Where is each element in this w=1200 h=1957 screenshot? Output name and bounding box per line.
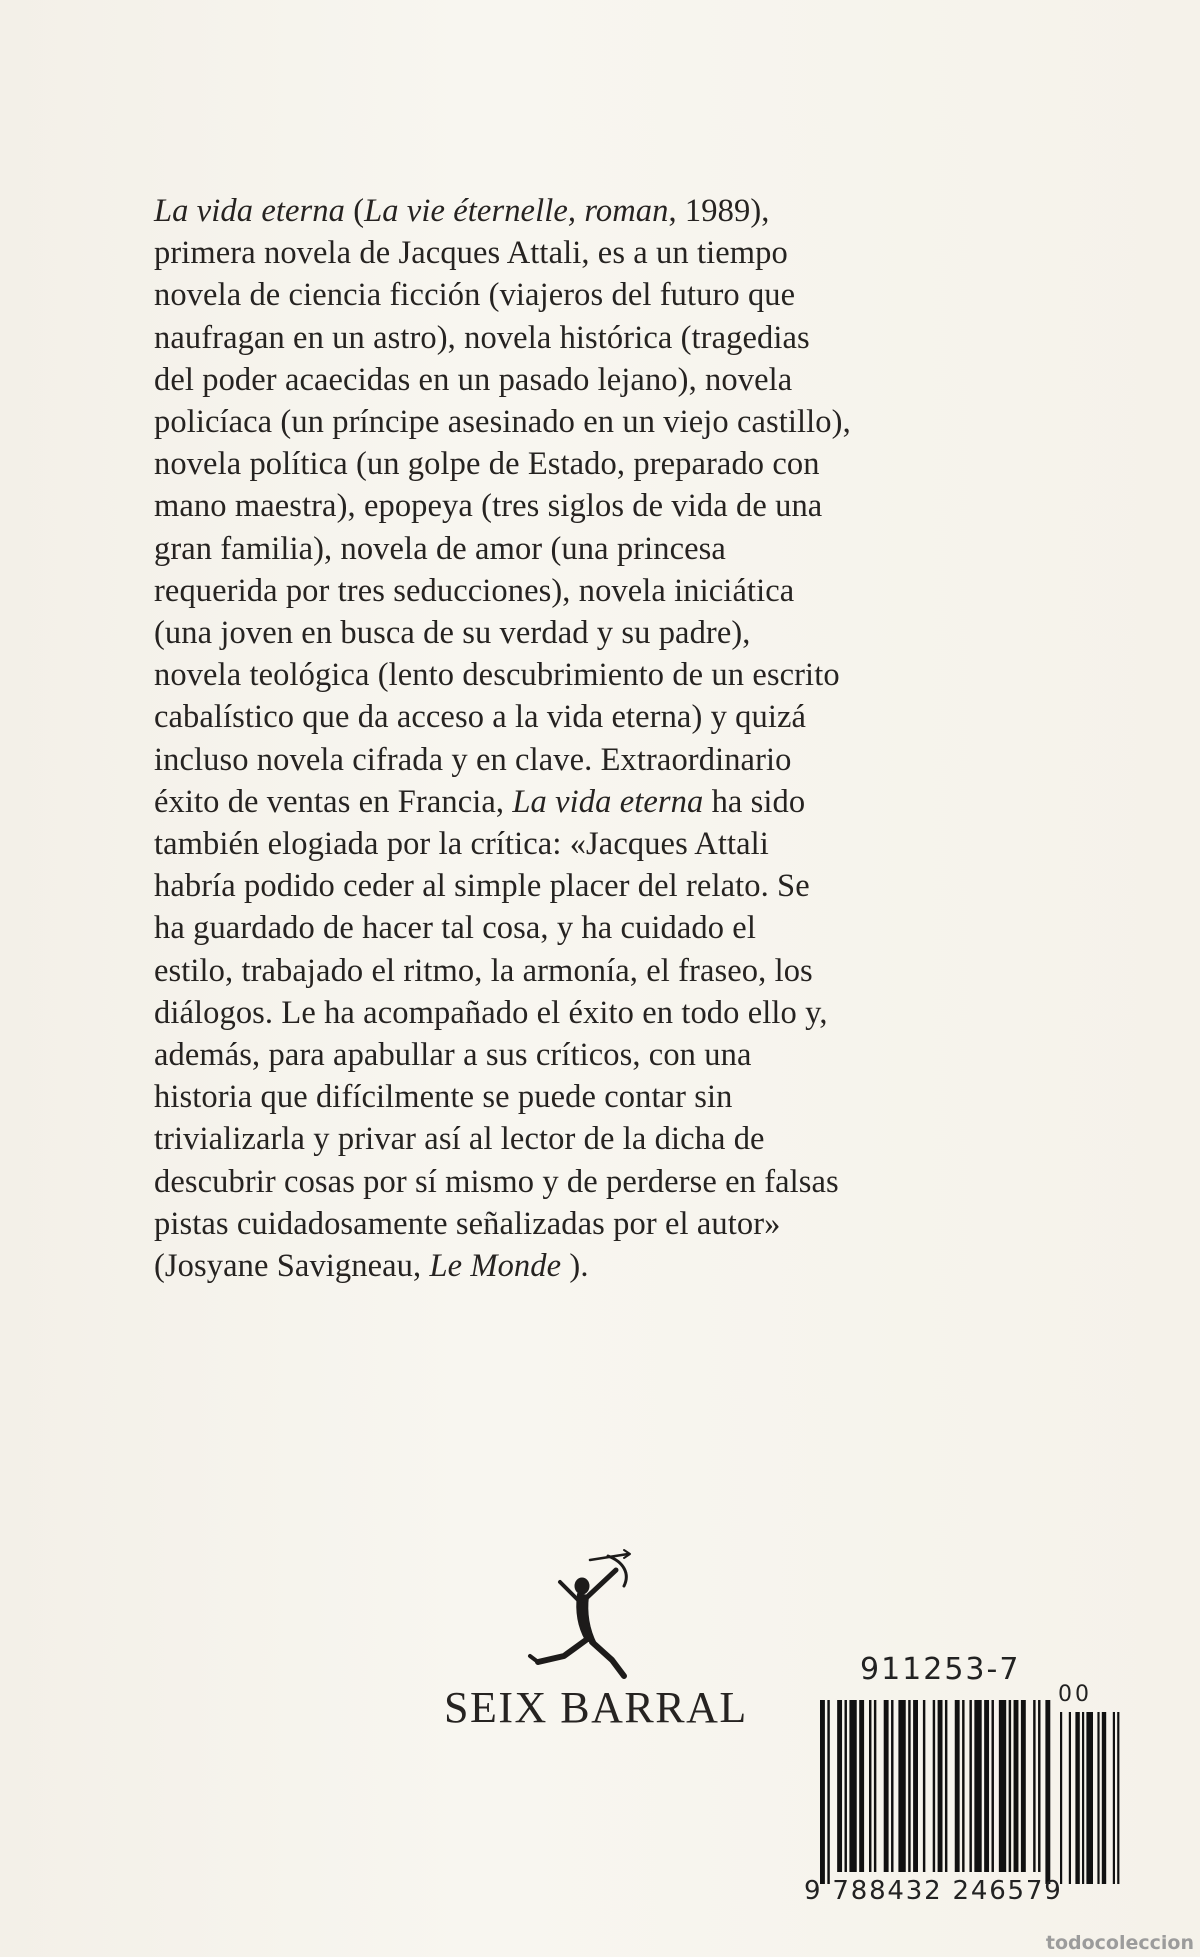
text-run: descubrir cosas por sí mismo y de perderse en falsas — [154, 1163, 839, 1200]
synopsis-line — [154, 1245, 1014, 1287]
text-run: éxito de ventas en Francia, — [154, 783, 513, 820]
barcode-addon: 00 — [1058, 1682, 1092, 1707]
text-run: cabalístico que da acceso a la vida eterna) y quizá — [154, 699, 807, 736]
barcode-bar — [969, 1700, 971, 1872]
synopsis-line — [154, 359, 1014, 401]
barcode-bar — [891, 1700, 893, 1872]
synopsis-line — [154, 190, 1014, 232]
text-run: pistas cuidadosamente señalizadas por el autor» — [154, 1205, 781, 1242]
barcode-bar — [962, 1700, 964, 1872]
synopsis-line — [154, 612, 1014, 654]
barcode-bar — [1045, 1700, 1050, 1884]
barcode-addon-bar — [1102, 1712, 1106, 1884]
barcode-bar — [884, 1700, 889, 1872]
barcode-addon-bar — [1086, 1712, 1093, 1884]
barcode-bar — [992, 1700, 994, 1872]
text-run: novela de ciencia ficción (viajeros del futuro que — [154, 277, 796, 314]
text-run: mano maestra), epopeya (tres siglos de vida de una — [154, 488, 823, 525]
synopsis-line — [154, 907, 1014, 949]
barcode-addon-bar — [1097, 1712, 1099, 1884]
text-run: policíaca (un príncipe asesinado en un viejo castillo), — [154, 404, 851, 441]
text-run: (una joven en busca de su verdad y su padre), — [154, 615, 751, 652]
synopsis-line — [154, 1118, 1014, 1160]
italic-title: La vida eterna — [512, 783, 704, 820]
text-run: además, para apabullar a sus críticos, con una — [154, 1037, 752, 1074]
barcode-bar — [923, 1700, 925, 1872]
synopsis-line — [154, 443, 1014, 485]
synopsis-line — [154, 696, 1014, 738]
synopsis-line — [154, 485, 1014, 527]
archer-figure-icon — [520, 1548, 670, 1698]
synopsis-line — [154, 1076, 1014, 1118]
publisher-name: SEIX BARRAL — [444, 1683, 748, 1732]
synopsis-line — [154, 1034, 1014, 1076]
barcode-addon-bar — [1117, 1712, 1119, 1884]
synopsis-line — [154, 570, 1014, 612]
barcode-bar — [913, 1700, 918, 1872]
barcode-bar — [827, 1700, 829, 1884]
synopsis-line — [154, 823, 1014, 865]
text-run: ha sido — [703, 783, 806, 820]
text-run: gran familia), novela de amor (una princesa — [154, 530, 726, 567]
text-run: naufragan en un astro), novela histórica (tragedias — [154, 319, 810, 356]
synopsis-text — [154, 190, 1014, 1287]
barcode-bar — [845, 1700, 847, 1872]
barcode-bar — [945, 1700, 947, 1872]
text-run: ). — [561, 1248, 589, 1285]
synopsis-line — [154, 232, 1014, 274]
synopsis-line — [154, 528, 1014, 570]
barcode-bar — [933, 1700, 935, 1872]
barcode-bar — [1033, 1700, 1035, 1872]
text-run: incluso novela cifrada y en clave. Extraordinario — [154, 741, 792, 778]
barcode-bar — [837, 1700, 842, 1872]
synopsis-line — [154, 739, 1014, 781]
barcode-addon-bar — [1060, 1712, 1062, 1884]
synopsis-line — [154, 654, 1014, 696]
barcode-bar — [974, 1700, 981, 1872]
barcode-bars — [820, 1692, 1120, 1892]
catalog-number: 911253-7 — [860, 1652, 1021, 1687]
barcode-bar — [1021, 1700, 1026, 1872]
text-run: historia que difícilmente se puede contar sin — [154, 1079, 733, 1116]
italic-title: Le Monde — [429, 1248, 562, 1285]
barcode-bar — [1038, 1700, 1040, 1872]
italic-title: La vida eterna — [154, 193, 345, 229]
synopsis-line — [154, 1203, 1014, 1245]
barcode-addon-bar — [1113, 1712, 1115, 1884]
text-run: , 1989), — [668, 193, 770, 229]
isbn-digits: 9 788432 246579 — [804, 1876, 1063, 1906]
barcode-bar — [859, 1700, 864, 1872]
synopsis-line — [154, 865, 1014, 907]
barcode-bar — [955, 1700, 960, 1872]
text-run: requerida por tres seducciones), novela iniciática — [154, 572, 795, 609]
text-run: también elogiada por la crítica: «Jacques Attali — [154, 826, 769, 863]
barcode-addon-bar — [1082, 1712, 1084, 1884]
synopsis-line — [154, 781, 1014, 823]
barcode-bar — [898, 1700, 905, 1872]
barcode-bar — [869, 1700, 871, 1872]
barcode — [804, 1652, 1124, 1952]
text-run: primera novela de Jacques Attali, es a un tiempo — [154, 235, 788, 272]
barcode-bar — [938, 1700, 943, 1872]
barcode-bar — [820, 1700, 825, 1884]
synopsis-line — [154, 401, 1014, 443]
barcode-bar — [1009, 1700, 1011, 1872]
text-run: novela teológica (lento descubrimiento de un escrito — [154, 657, 840, 694]
synopsis-line — [154, 274, 1014, 316]
italic-title: La vie éternelle, roman — [364, 193, 669, 229]
barcode-bar — [849, 1700, 856, 1872]
synopsis-line — [154, 992, 1014, 1034]
synopsis-line — [154, 1161, 1014, 1203]
text-run: ha guardado de hacer tal cosa, y ha cuidado el — [154, 910, 756, 947]
barcode-bar — [999, 1700, 1006, 1872]
synopsis-line — [154, 317, 1014, 359]
text-run: novela política (un golpe de Estado, preparado con — [154, 446, 820, 483]
watermark: todocoleccion — [1045, 1932, 1194, 1954]
barcode-bar — [1014, 1700, 1019, 1872]
barcode-addon-bar — [1075, 1712, 1079, 1884]
barcode-bar — [908, 1700, 910, 1872]
text-run: del poder acaecidas en un pasado lejano), novela — [154, 361, 793, 398]
text-run: diálogos. Le ha acompañado el éxito en todo ello y, — [154, 994, 828, 1031]
text-run: trivializarla y privar así al lector de la dicha de — [154, 1121, 765, 1158]
text-run: ( — [344, 193, 365, 229]
barcode-bar — [984, 1700, 989, 1872]
barcode-addon-bar — [1069, 1712, 1071, 1884]
text-run: (Josyane Savigneau, — [154, 1248, 430, 1285]
text-run: habría podido ceder al simple placer del relato. Se — [154, 868, 810, 905]
barcode-bar — [874, 1700, 876, 1872]
synopsis-line — [154, 950, 1014, 992]
text-run: estilo, trabajado el ritmo, la armonía, el fraseo, los — [154, 952, 813, 989]
